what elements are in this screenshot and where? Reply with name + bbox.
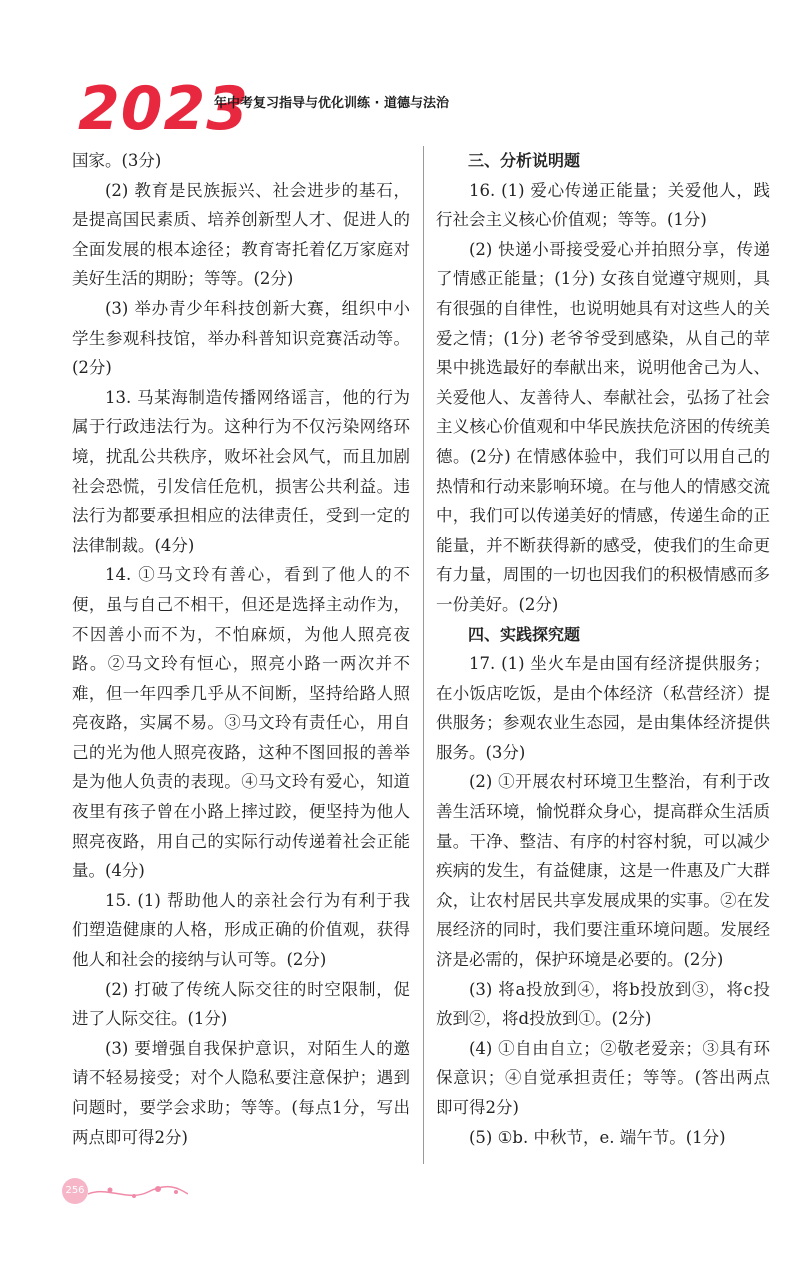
answer-paragraph: 15. (1) 帮助他人的亲社会行为有利于我们塑造健康的人格，形成正确的价值观，获得他人和社会的接纳与认可等。(2分) — [72, 890, 410, 970]
right-column — [436, 146, 770, 1152]
answer-paragraph: 国家。(3分) — [72, 151, 162, 170]
section-heading: 四、实践探究题 — [468, 624, 581, 644]
answer-paragraph: (3) 要增强自我保护意识，对陌生人的邀请不轻易接受；对个人隐私要注意保护；遇到问题时，要学会求助；等等。(每点1分，写出两点即可得2分) — [72, 1038, 410, 1147]
answer-paragraph: 17. (1) 坐火车是由国有经济提供服务；在小饭店吃饭，是由个体经济（私营经济）提供服务；参观农业生态园，是由集体经济提供服务。(3分) — [436, 654, 770, 762]
answer-paragraph: (5) ①b. 中秋节，e. 端午节。(1分) — [469, 1127, 726, 1147]
answer-paragraph: 14. ①马文玲有善心，看到了他人的不便，虽与自己不相干，但还是选择主动作为，不因善小而不为，不怕麻烦，为他人照亮夜路。②马文玲有恒心，照亮小路一两次并不难，但一年四季几乎从不间断，坚持给路人照亮夜路，实属不易。③马文玲有责任心，用自己的光为他人照亮夜路，这种不图回报的善举是为他人负责的表现。④马文玲有爱心，知道夜里有孩子曾在小路上摔过跤，便坚持为他人照亮夜路，用自己的实际行动传递着社会正能量。(4分) — [72, 565, 410, 881]
answer-paragraph: (2) 快递小哥接受爱心并拍照分享，传递了情感正能量；(1分) 女孩自觉遵守规则，具有很强的自律性，也说明她具有对这些人的关爱之情；(1分) 老爷爷受到感染，从自己的苹果中挑选最好的奉献出来，说明他舍己为人、关爱他人、友善待人、奉献社会，弘扬了社会主义核心价值观和中华民族扶危济困的传统美德。(2分) 在情感体验中，我们可以用自己的热情和行动来影响环境。在与他人的情感交流中，我们可以传递美好的情感，传递生命的正能量，并不断获得新的感受，使我们的生命更有力量，周围的一切也因我们的积极情感而多一份美好。(2分) — [436, 239, 770, 614]
answer-paragraph: (2) 打破了传统人际交往的时空限制，促进了人际交往。(1分) — [72, 979, 410, 1029]
answer-paragraph: (3) 将a投放到④，将b投放到③，将c投放到②，将d投放到①。(2分) — [436, 979, 770, 1029]
section-heading: 三、分析说明题 — [468, 151, 581, 170]
left-column — [72, 146, 410, 1152]
page-number: 256 — [62, 1178, 88, 1204]
page-footer — [58, 1170, 188, 1210]
page-header — [78, 74, 758, 144]
floral-vine-icon — [88, 1180, 188, 1204]
answer-paragraph: 13. 马某海制造传播网络谣言，他的行为属于行政违法行为。这种行为不仅污染网络环境，扰乱公共秩序，败坏社会风气，而且加剧社会恐慌，引发信任危机，损害公共利益。违法行为都要承担相应的法律责任，受到一定的法律制裁。(4分) — [72, 387, 410, 555]
answer-paragraph: (4) ①自由自立；②敬老爱亲；③具有环保意识；④自觉承担责任；等等。(答出两点即可得2分) — [436, 1038, 770, 1117]
answer-paragraph: (2) 教育是民族振兴、社会进步的基石，是提高国民素质、培养创新型人才、促进人的全面发展的根本途径；教育寄托着亿万家庭对美好生活的期盼；等等。(2分) — [72, 180, 410, 289]
series-title: 年中考复习指导与优化训练 · 道德与法治 — [214, 96, 449, 111]
answer-paragraph: (2) ①开展农村环境卫生整治，有利于改善生活环境，愉悦群众身心，提高群众生活质量。干净、整洁、有序的村容村貌，可以减少疾病的发生，有益健康，这是一件惠及广大群众，让农村居民共享发展成果的实事。②在发展经济的同时，我们要注重环境问题。发展经济是必需的，保护环境是必要的。(2分) — [436, 772, 770, 970]
answer-paragraph: 16. (1) 爱心传递正能量；关爱他人，践行社会主义核心价值观；等等。(1分) — [436, 180, 770, 230]
answer-paragraph: (3) 举办青少年科技创新大赛，组织中小学生参观科技馆，举办科普知识竞赛活动等。(2分) — [72, 298, 410, 378]
header-year: 2023 — [78, 74, 249, 144]
column-divider — [423, 146, 424, 1164]
